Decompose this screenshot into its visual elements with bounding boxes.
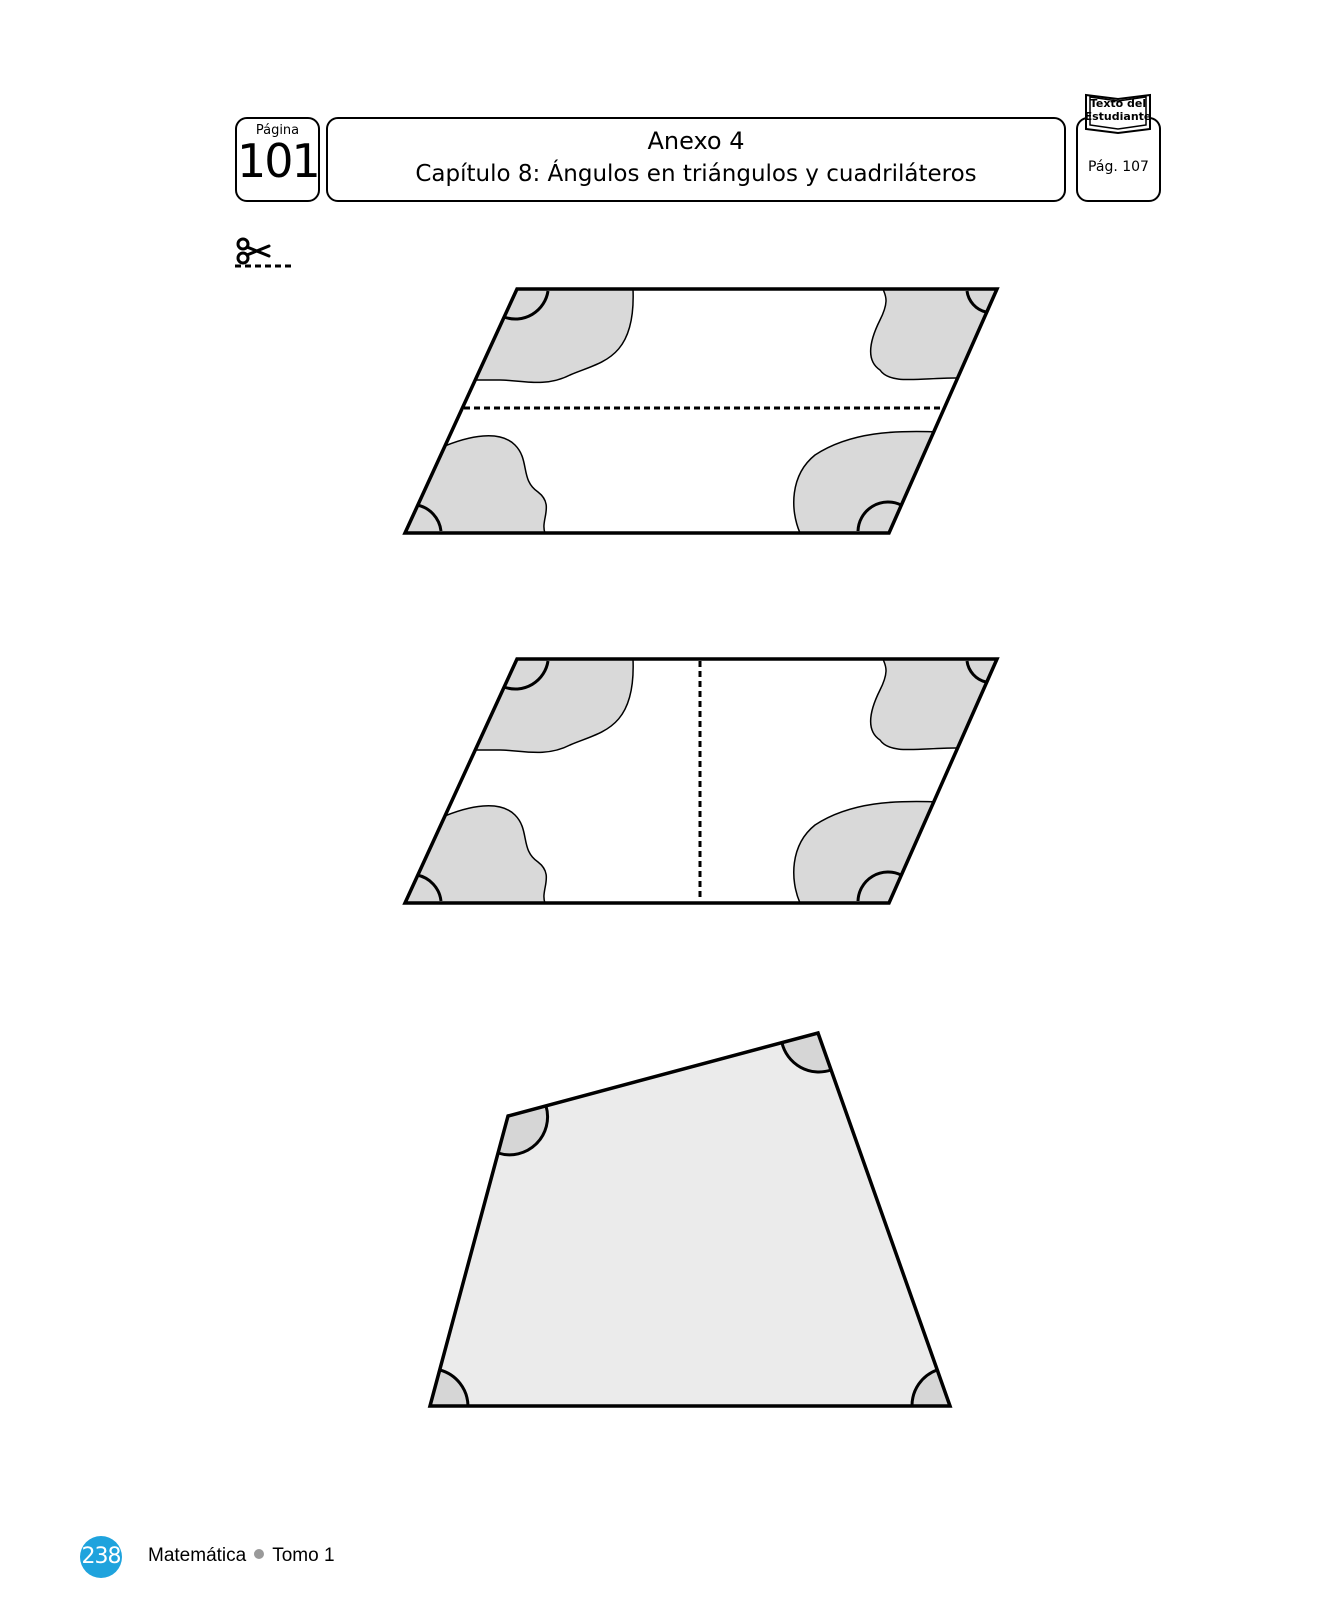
page-label: Página — [255, 123, 300, 138]
quadrilateral — [430, 1033, 950, 1406]
shaded-corners — [395, 289, 1000, 533]
shaded-top-right — [871, 289, 1000, 380]
parallelogram-horizontal-cut — [395, 289, 1000, 533]
shaded-corners — [395, 659, 1000, 903]
parallelogram-vertical-cut — [395, 659, 1000, 903]
shaded-top-right — [871, 659, 1000, 750]
footer-volume: Tomo 1 — [272, 1545, 335, 1566]
shaded-bottom-left — [395, 806, 546, 903]
footer-subject: Matemática — [148, 1545, 247, 1566]
annex-title: Anexo 4 — [647, 127, 745, 155]
quad-fill — [430, 1033, 950, 1406]
page-number: 101 — [237, 134, 319, 188]
shaded-bottom-right — [794, 801, 940, 903]
footer-text — [148, 1545, 335, 1567]
separator-dot — [254, 1549, 264, 1559]
chapter-title: Capítulo 8: Ángulos en triángulos y cuadriláteros — [415, 161, 977, 187]
shaded-bottom-right — [794, 431, 940, 533]
badge-line-2: Estudiante — [1084, 110, 1152, 123]
footer-page-number: 238 — [80, 1536, 122, 1578]
book-page-ref: Pág. 107 — [1088, 159, 1149, 175]
badge-line-1: Texto del — [1089, 97, 1147, 110]
shaded-bottom-left — [395, 436, 546, 533]
